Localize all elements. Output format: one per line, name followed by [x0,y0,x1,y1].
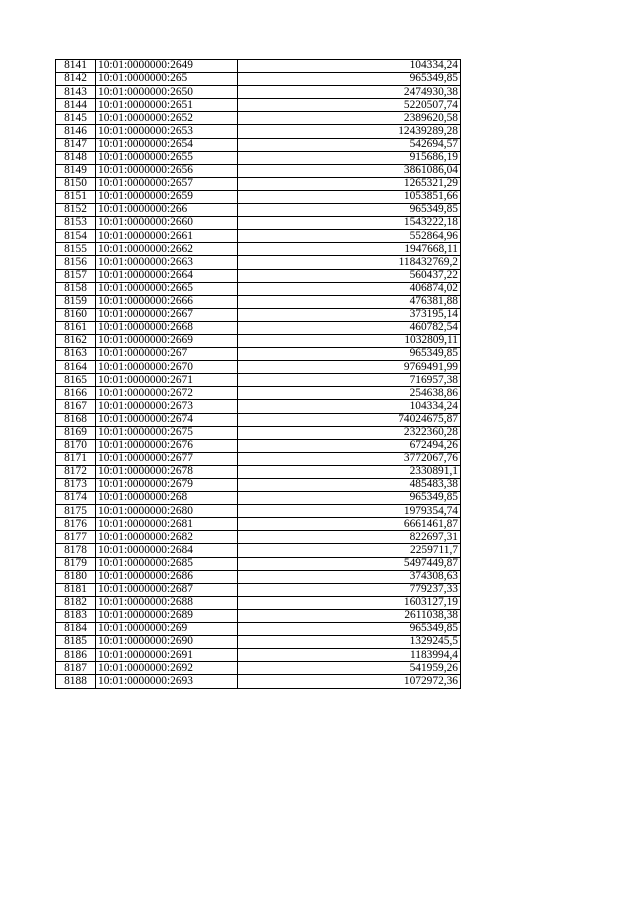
value-cell: 9769491,99 [238,361,461,374]
row-number-cell: 8163 [56,348,96,361]
cadastral-number-cell: 10:01:0000000:2653 [96,125,238,138]
table-row [56,675,461,688]
row-number-cell: 8174 [56,492,96,505]
cadastral-number-cell: 10:01:0000000:2674 [96,413,238,426]
cadastral-number-cell: 10:01:0000000:2668 [96,321,238,334]
cadastral-number-cell: 10:01:0000000:2691 [96,649,238,662]
table-row [56,570,461,583]
table-row [56,583,461,596]
cadastral-number-cell: 10:01:0000000:2688 [96,596,238,609]
cadastral-number-cell: 10:01:0000000:2659 [96,190,238,203]
value-cell: 716957,38 [238,374,461,387]
value-cell: 373195,14 [238,308,461,321]
row-number-cell: 8179 [56,557,96,570]
table-row [56,544,461,557]
value-cell: 1072972,36 [238,675,461,688]
row-number-cell: 8176 [56,518,96,531]
table-row [56,295,461,308]
row-number-cell: 8170 [56,439,96,452]
table-row [56,334,461,347]
value-cell: 542694,57 [238,138,461,151]
row-number-cell: 8144 [56,99,96,112]
table-row [56,321,461,334]
row-number-cell: 8147 [56,138,96,151]
cadastral-number-cell: 10:01:0000000:2693 [96,675,238,688]
table-row [56,348,461,361]
cadastral-number-cell: 10:01:0000000:2682 [96,531,238,544]
row-number-cell: 8168 [56,413,96,426]
cadastral-number-cell: 10:01:0000000:267 [96,348,238,361]
row-number-cell: 8149 [56,164,96,177]
value-cell: 6661461,87 [238,518,461,531]
row-number-cell: 8161 [56,321,96,334]
table-row [56,465,461,478]
cadastral-number-cell: 10:01:0000000:2651 [96,99,238,112]
table-row [56,426,461,439]
cadastral-number-cell: 10:01:0000000:2649 [96,60,238,73]
row-number-cell: 8171 [56,452,96,465]
table-row [56,400,461,413]
cadastral-number-cell: 10:01:0000000:2665 [96,282,238,295]
row-number-cell: 8164 [56,361,96,374]
value-cell: 1329245,5 [238,636,461,649]
table-row [56,86,461,99]
value-cell: 3861086,04 [238,164,461,177]
value-cell: 74024675,87 [238,413,461,426]
row-number-cell: 8156 [56,256,96,269]
data-table [55,59,461,689]
row-number-cell: 8186 [56,649,96,662]
value-cell: 965349,85 [238,73,461,86]
row-number-cell: 8188 [56,675,96,688]
cadastral-number-cell: 10:01:0000000:2676 [96,439,238,452]
row-number-cell: 8182 [56,596,96,609]
cadastral-number-cell: 10:01:0000000:2679 [96,479,238,492]
table-row [56,505,461,518]
table-row [56,557,461,570]
value-cell: 118432769,2 [238,256,461,269]
cadastral-number-cell: 10:01:0000000:2662 [96,243,238,256]
value-cell: 2474930,38 [238,86,461,99]
cadastral-number-cell: 10:01:0000000:2669 [96,334,238,347]
table-row [56,662,461,675]
table-row [56,636,461,649]
cadastral-number-cell: 10:01:0000000:2685 [96,557,238,570]
table-row [56,151,461,164]
row-number-cell: 8143 [56,86,96,99]
value-cell: 3772067,76 [238,452,461,465]
cadastral-number-cell: 10:01:0000000:2684 [96,544,238,557]
row-number-cell: 8166 [56,387,96,400]
row-number-cell: 8150 [56,177,96,190]
cadastral-number-cell: 10:01:0000000:269 [96,623,238,636]
row-number-cell: 8141 [56,60,96,73]
value-cell: 485483,38 [238,479,461,492]
value-cell: 1265321,29 [238,177,461,190]
value-cell: 965349,85 [238,492,461,505]
value-cell: 1183994,4 [238,649,461,662]
cadastral-number-cell: 10:01:0000000:2667 [96,308,238,321]
value-cell: 2611038,38 [238,609,461,622]
cadastral-number-cell: 10:01:0000000:2675 [96,426,238,439]
value-cell: 560437,22 [238,269,461,282]
value-cell: 1603127,19 [238,596,461,609]
row-number-cell: 8148 [56,151,96,164]
table-row [56,649,461,662]
value-cell: 406874,02 [238,282,461,295]
row-number-cell: 8165 [56,374,96,387]
value-cell: 1053851,66 [238,190,461,203]
value-cell: 965349,85 [238,204,461,217]
value-cell: 552864,96 [238,230,461,243]
table-row [56,269,461,282]
table-row [56,230,461,243]
cadastral-number-cell: 10:01:0000000:2671 [96,374,238,387]
table-row [56,204,461,217]
value-cell: 1543222,18 [238,217,461,230]
table-row [56,217,461,230]
row-number-cell: 8142 [56,73,96,86]
row-number-cell: 8180 [56,570,96,583]
cadastral-number-cell: 10:01:0000000:2689 [96,609,238,622]
cadastral-number-cell: 10:01:0000000:2680 [96,505,238,518]
row-number-cell: 8162 [56,334,96,347]
cadastral-number-cell: 10:01:0000000:2652 [96,112,238,125]
table-row [56,243,461,256]
row-number-cell: 8155 [56,243,96,256]
table-row [56,164,461,177]
value-cell: 476381,88 [238,295,461,308]
table-row [56,177,461,190]
cadastral-number-cell: 10:01:0000000:2657 [96,177,238,190]
table-row [56,518,461,531]
table-row [56,479,461,492]
value-cell: 541959,26 [238,662,461,675]
cadastral-number-cell: 10:01:0000000:2678 [96,465,238,478]
table-row [56,413,461,426]
cadastral-number-cell: 10:01:0000000:2670 [96,361,238,374]
table-row [56,492,461,505]
row-number-cell: 8154 [56,230,96,243]
cadastral-number-cell: 10:01:0000000:2672 [96,387,238,400]
cadastral-number-cell: 10:01:0000000:265 [96,73,238,86]
cadastral-number-cell: 10:01:0000000:2687 [96,583,238,596]
row-number-cell: 8177 [56,531,96,544]
value-cell: 2322360,28 [238,426,461,439]
table-row [56,531,461,544]
cadastral-number-cell: 10:01:0000000:2656 [96,164,238,177]
value-cell: 5497449,87 [238,557,461,570]
cadastral-number-cell: 10:01:0000000:2681 [96,518,238,531]
cadastral-number-cell: 10:01:0000000:2677 [96,452,238,465]
table-row [56,374,461,387]
table-row [56,596,461,609]
row-number-cell: 8152 [56,204,96,217]
value-cell: 5220507,74 [238,99,461,112]
row-number-cell: 8146 [56,125,96,138]
value-cell: 1979354,74 [238,505,461,518]
value-cell: 915686,19 [238,151,461,164]
value-cell: 965349,85 [238,348,461,361]
cadastral-number-cell: 10:01:0000000:268 [96,492,238,505]
table-row [56,361,461,374]
cadastral-number-cell: 10:01:0000000:2663 [96,256,238,269]
value-cell: 104334,24 [238,400,461,413]
cadastral-number-cell: 10:01:0000000:266 [96,204,238,217]
row-number-cell: 8153 [56,217,96,230]
table-row [56,387,461,400]
row-number-cell: 8181 [56,583,96,596]
value-cell: 779237,33 [238,583,461,596]
table-row [56,190,461,203]
value-cell: 374308,63 [238,570,461,583]
cadastral-number-cell: 10:01:0000000:2690 [96,636,238,649]
row-number-cell: 8172 [56,465,96,478]
table-row [56,99,461,112]
table-row [56,256,461,269]
value-cell: 460782,54 [238,321,461,334]
table-body [56,60,461,689]
row-number-cell: 8158 [56,282,96,295]
row-number-cell: 8157 [56,269,96,282]
row-number-cell: 8167 [56,400,96,413]
value-cell: 104334,24 [238,60,461,73]
table-row [56,73,461,86]
value-cell: 12439289,28 [238,125,461,138]
value-cell: 254638,86 [238,387,461,400]
table-row [56,623,461,636]
row-number-cell: 8183 [56,609,96,622]
value-cell: 965349,85 [238,623,461,636]
row-number-cell: 8175 [56,505,96,518]
cadastral-number-cell: 10:01:0000000:2655 [96,151,238,164]
row-number-cell: 8151 [56,190,96,203]
table-row [56,609,461,622]
row-number-cell: 8187 [56,662,96,675]
cadastral-number-cell: 10:01:0000000:2650 [96,86,238,99]
row-number-cell: 8185 [56,636,96,649]
value-cell: 2330891,1 [238,465,461,478]
table-row [56,138,461,151]
table-row [56,452,461,465]
cadastral-number-cell: 10:01:0000000:2673 [96,400,238,413]
cadastral-number-cell: 10:01:0000000:2686 [96,570,238,583]
value-cell: 822697,31 [238,531,461,544]
value-cell: 2389620,58 [238,112,461,125]
row-number-cell: 8173 [56,479,96,492]
table-row [56,60,461,73]
cadastral-number-cell: 10:01:0000000:2660 [96,217,238,230]
table-row [56,308,461,321]
table-row [56,125,461,138]
table-row [56,282,461,295]
table-row [56,439,461,452]
cadastral-number-cell: 10:01:0000000:2666 [96,295,238,308]
value-cell: 672494,26 [238,439,461,452]
row-number-cell: 8178 [56,544,96,557]
cadastral-number-cell: 10:01:0000000:2661 [96,230,238,243]
row-number-cell: 8159 [56,295,96,308]
cadastral-number-cell: 10:01:0000000:2664 [96,269,238,282]
row-number-cell: 8145 [56,112,96,125]
row-number-cell: 8169 [56,426,96,439]
row-number-cell: 8184 [56,623,96,636]
table-row [56,112,461,125]
row-number-cell: 8160 [56,308,96,321]
value-cell: 1947668,11 [238,243,461,256]
cadastral-number-cell: 10:01:0000000:2654 [96,138,238,151]
value-cell: 1032809,11 [238,334,461,347]
value-cell: 2259711,7 [238,544,461,557]
cadastral-number-cell: 10:01:0000000:2692 [96,662,238,675]
